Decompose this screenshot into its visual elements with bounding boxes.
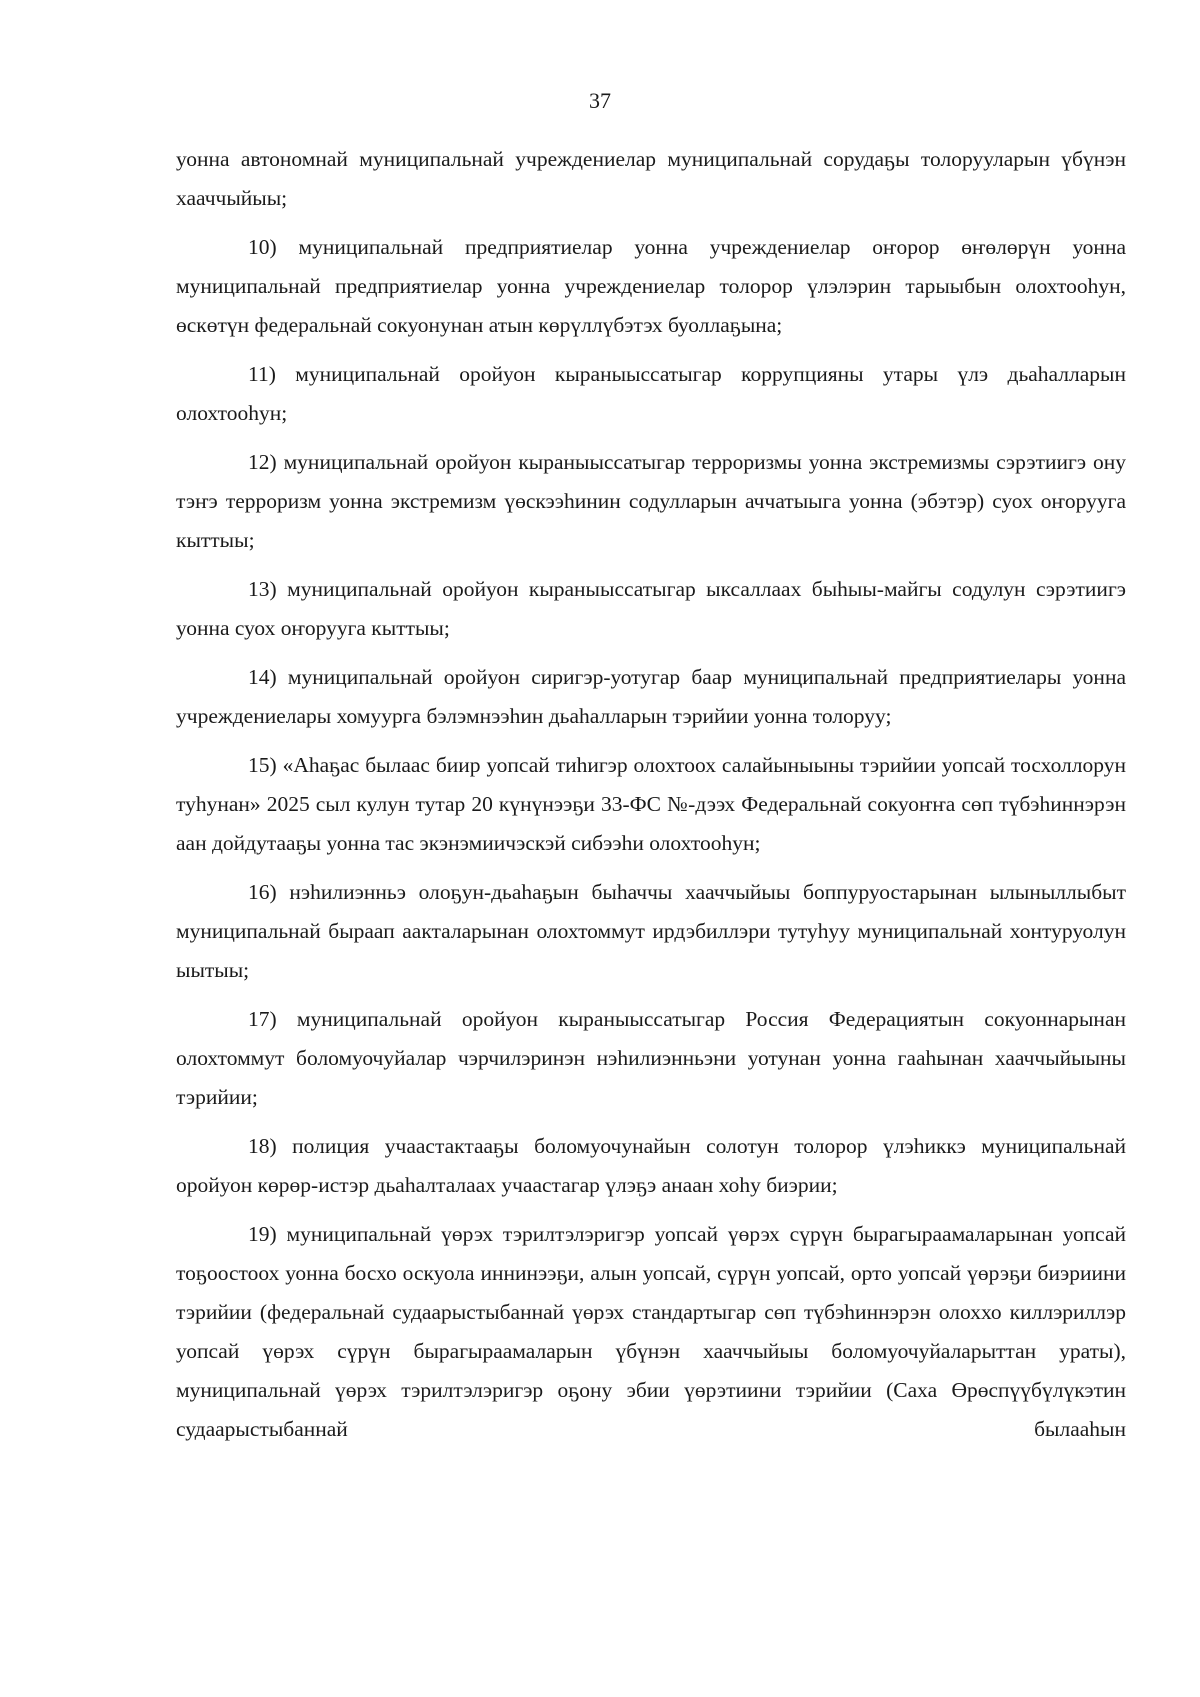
paragraph-item-13: 13) муниципальнай оройуон кыраныыссатыгар ыксаллаах быһыы-майгы содулун сэрэтиигэ уонна суох оҥорууга кыттыы; [176, 577, 1126, 640]
page-number: 37 [589, 88, 611, 113]
paragraph-item-10: 10) муниципальнай предприятиелар уонна учреждениелар оҥорор өҥөлөрүн уонна муниципальнай предприятиелар уонна учреждениелар толорор үлэлэрин тарыыбын олохтооһун, өскөтүн федеральнай сокуонунан атын көрүллүбэтэх буоллаҕына; [176, 235, 1126, 337]
paragraph-item-19: 19) муниципальнай үөрэх тэрилтэлэригэр уопсай үөрэх сүрүн бырагыраамаларынан уопсай тоҕоостоох уонна босхо оскуола иннинээҕи, алын уопсай, сүрүн уопсай, орто уопсай үөрэҕи биэриини тэрийии (федеральнай судаарыстыбаннай үөрэх стандартыгар сөп түбэһиннэрэн олоххо киллэриллэр уопсай үөрэх сүрүн бырагыраамаларын үбүнэн хааччыйыы боломуочуйаларыттан ураты), муниципальнай үөрэх тэрилтэлэригэр оҕону эбии үөрэтиини тэрийии (Саха Өрөспүүбүлүкэтин судаарыстыбаннай былааһын [176, 1222, 1126, 1441]
paragraph-item-16: 16) нэһилиэнньэ олоҕун-дьаһаҕын быһаччы хааччыйыы боппуруостарынан ылыныллыбыт муниципальнай быраап аакталарынан олохтоммут ирдэбиллэри тутуһуу муниципальнай хонтуруолун ыытыы; [176, 880, 1126, 982]
document-body [176, 140, 1126, 1459]
paragraph-item-15: 15) «Аһаҕас былаас биир уопсай тиһигэр олохтоох салайыныыны тэрийии уопсай тосхоллорун туһунан» 2025 сыл кулун тутар 20 күнүнээҕи 33-ФС №-дээх Федеральнай сокуоҥҥа сөп түбэһиннэрэн аан дойдутааҕы уонна тас экэнэмиичэскэй сибээһи олохтооһун; [176, 753, 1126, 855]
paragraph-item-14: 14) муниципальнай оройуон сиригэр-уотугар баар муниципальнай предприятиелары уонна учреждениелары хомуурга бэлэмнээһин дьаһалларын тэрийии уонна толоруу; [176, 665, 1126, 728]
paragraph-continuation: уонна автономнай муниципальнай учреждениелар муниципальнай сорудаҕы толорууларын үбүнэн хааччыйыы; [176, 147, 1126, 210]
paragraph-item-18: 18) полиция учаастактааҕы боломуочунайын солотун толорор үлэһиккэ муниципальнай оройуон көрөр-истэр дьаһалталаах учаастагар үлэҕэ анаан хоһу биэрии; [176, 1134, 1126, 1197]
paragraph-item-11: 11) муниципальнай оройуон кыраныыссатыгар коррупцияны утары үлэ дьаһалларын олохтооһун; [176, 362, 1126, 425]
paragraph-item-17: 17) муниципальнай оройуон кыраныыссатыгар Россия Федерациятын сокуоннарынан олохтоммут боломуочуйалар чэрчилэринэн нэһилиэнньэни уотунан уонна гааһынан хааччыйыыны тэрийии; [176, 1007, 1126, 1109]
paragraph-item-12: 12) муниципальнай оройуон кыраныыссатыгар терроризмы уонна экстремизмы сэрэтиигэ ону тэҥэ терроризм уонна экстремизм үөскээһинин содулларын аччатыыга уонна (эбэтэр) суох оҥорууга кыттыы; [176, 450, 1126, 552]
